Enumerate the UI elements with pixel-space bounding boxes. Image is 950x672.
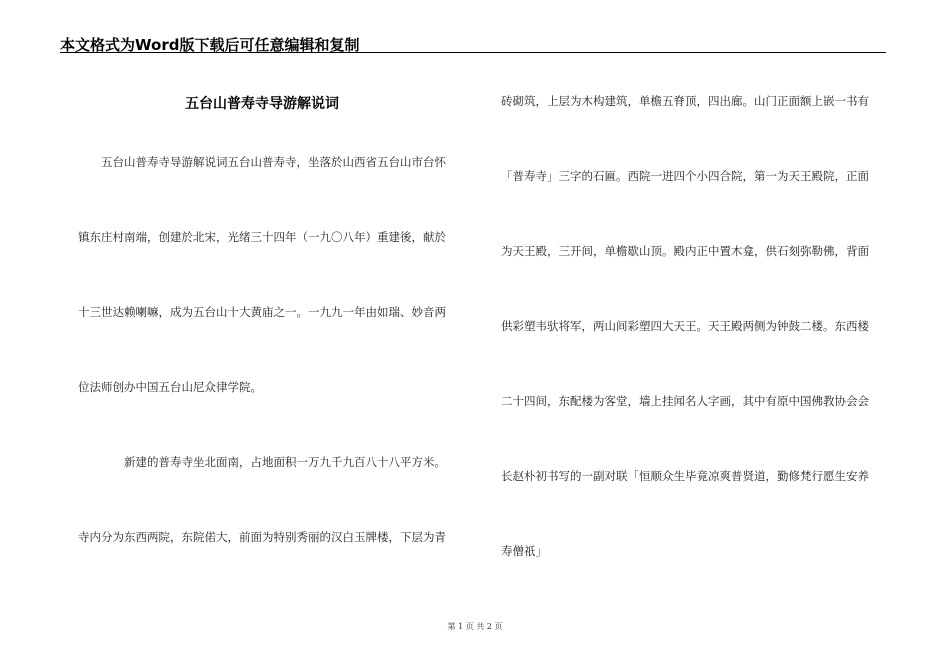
document-header: 本文格式为Word版下载后可任意编辑和复制	[60, 36, 360, 54]
header-divider	[60, 52, 886, 53]
left-column-line: 寺内分为东西两院，东院偌大，前面为特别秀丽的汉白玉牌楼，下层为青	[78, 530, 446, 544]
left-column-line: 十三世达赖喇嘛，成为五台山十大黄庙之一。一九九一年由如瑞、妙音两	[78, 305, 446, 319]
right-column-line: 「普寿寺」三字的石匾。西院一进四个小四合院，第一为天王殿院，正面	[501, 169, 869, 183]
right-column-line: 二十四间，东配楼为客堂，墙上挂闻名人字画，其中有原中国佛教协会会	[501, 394, 869, 408]
page-number-footer: 第 1 页 共 2 页	[447, 622, 503, 631]
left-column-line: 位法师创办中国五台山尼众律学院。	[78, 380, 262, 394]
right-column-line: 长赵朴初书写的一副对联「恒顺众生毕竟凉爽普贤道，勤修梵行愿生安养	[501, 469, 869, 483]
right-column-line: 寿僧祇」	[501, 544, 547, 558]
right-column-line: 砖砌筑，上层为木构建筑，单檐五脊顶，四出廊。山门正面额上嵌一书有	[501, 94, 869, 108]
right-column-line: 为天王殿，三开间，单檐歇山顶。殿内正中置木龛，供石刻弥勒佛，背面	[501, 244, 869, 258]
right-column-line: 供彩塑韦驮将军，两山间彩塑四大天王。天王殿两侧为钟鼓二楼。东西楼	[501, 319, 869, 333]
left-column-line: 新建的普寿寺坐北面南，占地面积一万九千九百八十八平方米。	[124, 455, 446, 469]
document-title: 五台山普寿寺导游解说词	[185, 96, 339, 112]
left-column-line: 镇东庄村南端，创建於北宋，光绪三十四年（一九〇八年）重建後，献於	[78, 230, 446, 244]
left-column-line: 五台山普寿寺导游解说词五台山普寿寺，坐落於山西省五台山市台怀	[101, 155, 446, 169]
